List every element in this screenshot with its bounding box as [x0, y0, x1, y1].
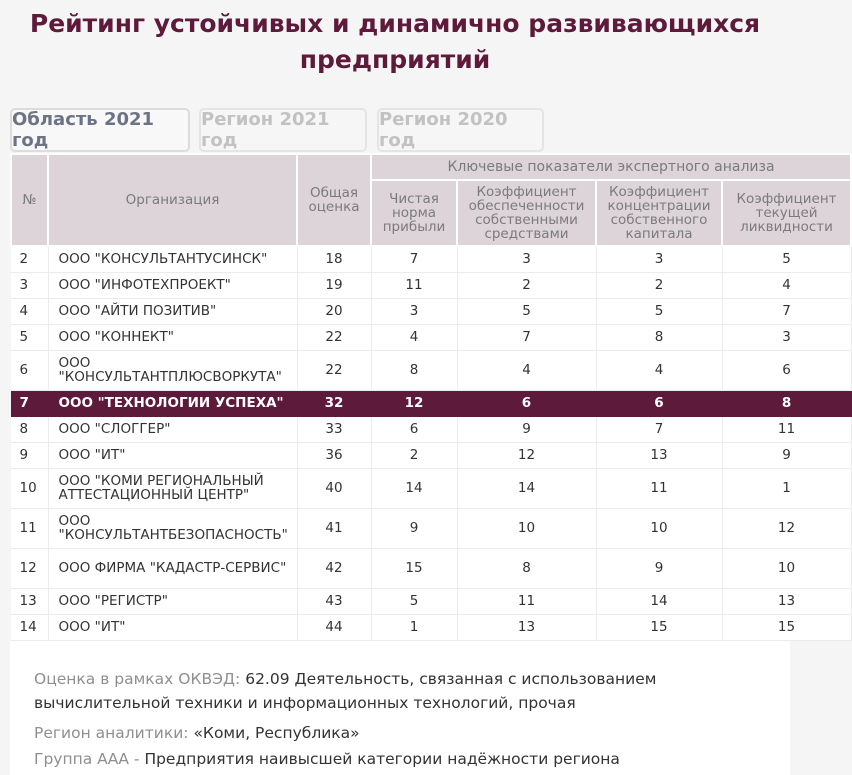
cell-rank: 8: [11, 416, 48, 442]
cell-organization: ООО "АЙТИ ПОЗИТИВ": [48, 298, 297, 324]
table-row: [11, 548, 851, 588]
cell-total-score: 22: [297, 350, 371, 390]
header-net-profit: Чистая норма прибыли: [371, 180, 457, 246]
cell-net-profit: 8: [371, 350, 457, 390]
cell-liquidity-ratio: 6: [722, 350, 851, 390]
cell-concentration-ratio: 2: [596, 272, 722, 298]
cell-total-score: 42: [297, 548, 371, 588]
header-concentration-ratio: Коэффициент концентрации собственного капитала: [596, 180, 722, 246]
cell-liquidity-ratio: 15: [722, 614, 851, 640]
cell-concentration-ratio: 11: [596, 468, 722, 508]
cell-equity-ratio: 13: [457, 614, 596, 640]
cell-net-profit: 7: [371, 246, 457, 272]
cell-organization: ООО "КОНСУЛЬТАНТБЕЗОПАСНОСТЬ": [48, 508, 297, 548]
cell-net-profit: 15: [371, 548, 457, 588]
cell-total-score: 18: [297, 246, 371, 272]
cell-equity-ratio: 2: [457, 272, 596, 298]
cell-equity-ratio: 7: [457, 324, 596, 350]
header-liquidity-ratio: Коэффициент текущей ликвидности: [722, 180, 851, 246]
group-line: [34, 747, 714, 771]
cell-total-score: 22: [297, 324, 371, 350]
cell-liquidity-ratio: 11: [722, 416, 851, 442]
cell-equity-ratio: 11: [457, 588, 596, 614]
cell-organization: ООО "СЛОГГЕР": [48, 416, 297, 442]
table-row: [11, 246, 851, 272]
cell-rank: 14: [11, 614, 48, 640]
cell-concentration-ratio: 8: [596, 324, 722, 350]
cell-net-profit: 14: [371, 468, 457, 508]
cell-equity-ratio: 4: [457, 350, 596, 390]
cell-organization: ООО "ИНФОТЕХПРОЕКТ": [48, 272, 297, 298]
cell-net-profit: 11: [371, 272, 457, 298]
region-line: [34, 721, 714, 745]
cell-organization: ООО "КОМИ РЕГИОНАЛЬНЫЙ АТТЕСТАЦИОННЫЙ ЦЕНТР": [48, 468, 297, 508]
cell-organization: ООО "КОНСУЛЬТАНТУСИНСК": [48, 246, 297, 272]
okved-line: [34, 667, 714, 715]
region-value: «Коми, Республика»: [193, 724, 360, 742]
header-num: №: [11, 154, 48, 246]
cell-equity-ratio: 10: [457, 508, 596, 548]
cell-organization: ООО "КОННЕКТ": [48, 324, 297, 350]
cell-organization: ООО "ИТ": [48, 614, 297, 640]
cell-net-profit: 6: [371, 416, 457, 442]
table-row: [11, 272, 851, 298]
cell-concentration-ratio: 10: [596, 508, 722, 548]
cell-liquidity-ratio: 3: [722, 324, 851, 350]
cell-concentration-ratio: 6: [596, 390, 722, 416]
cell-liquidity-ratio: 7: [722, 298, 851, 324]
table-row: [11, 588, 851, 614]
group-value: Предприятия наивысшей категории надёжности региона: [144, 750, 620, 768]
cell-net-profit: 3: [371, 298, 457, 324]
okved-label: Оценка в рамках ОКВЭД:: [34, 670, 241, 688]
tab-region-2020[interactable]: Регион 2020 год: [377, 108, 544, 152]
table-row-highlighted: [11, 390, 851, 416]
cell-total-score: 33: [297, 416, 371, 442]
header-equity-ratio: Коэффициент обеспеченности собственными средствами: [457, 180, 596, 246]
cell-rank: 4: [11, 298, 48, 324]
cell-concentration-ratio: 14: [596, 588, 722, 614]
cell-rank: 12: [11, 548, 48, 588]
cell-total-score: 19: [297, 272, 371, 298]
cell-liquidity-ratio: 13: [722, 588, 851, 614]
cell-liquidity-ratio: 10: [722, 548, 851, 588]
table-row: [11, 416, 851, 442]
rating-table-container[interactable]: [10, 153, 837, 641]
cell-total-score: 40: [297, 468, 371, 508]
cell-rank: 13: [11, 588, 48, 614]
cell-total-score: 41: [297, 508, 371, 548]
okved-value: 62.09 Деятельность, связанная с использованием вычислительной техники и информационных технологий, прочая: [34, 670, 657, 712]
header-total-score: Общая оценка: [297, 154, 371, 246]
cell-rank: 10: [11, 468, 48, 508]
cell-concentration-ratio: 9: [596, 548, 722, 588]
cell-net-profit: 2: [371, 442, 457, 468]
cell-rank: 2: [11, 246, 48, 272]
info-panel: [10, 641, 790, 775]
cell-rank: 6: [11, 350, 48, 390]
cell-net-profit: 5: [371, 588, 457, 614]
cell-total-score: 43: [297, 588, 371, 614]
header-key-indicators: Ключевые показатели экспертного анализа: [371, 154, 851, 180]
cell-organization: ООО "ТЕХНОЛОГИИ УСПЕХА": [48, 390, 297, 416]
region-label: Регион аналитики:: [34, 724, 189, 742]
page-title: Рейтинг устойчивых и динамично развивающихся предприятий: [29, 9, 761, 74]
cell-net-profit: 12: [371, 390, 457, 416]
cell-equity-ratio: 9: [457, 416, 596, 442]
cell-liquidity-ratio: 4: [722, 272, 851, 298]
cell-concentration-ratio: 4: [596, 350, 722, 390]
cell-liquidity-ratio: 5: [722, 246, 851, 272]
cell-rank: 5: [11, 324, 48, 350]
cell-rank: 9: [11, 442, 48, 468]
table-row: [11, 442, 851, 468]
tab-oblast-2021[interactable]: Область 2021 год: [10, 108, 190, 152]
cell-rank: 3: [11, 272, 48, 298]
cell-organization: ООО ФИРМА "КАДАСТР-СЕРВИС": [48, 548, 297, 588]
table-row: [11, 298, 851, 324]
cell-concentration-ratio: 13: [596, 442, 722, 468]
cell-liquidity-ratio: 8: [722, 390, 851, 416]
rating-table: [10, 153, 852, 641]
header-organization: Организация: [48, 154, 297, 246]
cell-net-profit: 1: [371, 614, 457, 640]
cell-organization: ООО "ИТ": [48, 442, 297, 468]
tab-region-2021[interactable]: Регион 2021 год: [199, 108, 367, 152]
cell-total-score: 36: [297, 442, 371, 468]
cell-concentration-ratio: 5: [596, 298, 722, 324]
group-label: Группа ААА -: [34, 750, 140, 768]
cell-equity-ratio: 6: [457, 390, 596, 416]
cell-concentration-ratio: 3: [596, 246, 722, 272]
table-row: [11, 468, 851, 508]
table-row: [11, 614, 851, 640]
cell-equity-ratio: 8: [457, 548, 596, 588]
cell-equity-ratio: 3: [457, 246, 596, 272]
cell-liquidity-ratio: 1: [722, 468, 851, 508]
cell-liquidity-ratio: 9: [722, 442, 851, 468]
cell-concentration-ratio: 7: [596, 416, 722, 442]
cell-equity-ratio: 12: [457, 442, 596, 468]
cell-organization: ООО "КОНСУЛЬТАНТПЛЮСВОРКУТА": [48, 350, 297, 390]
cell-net-profit: 9: [371, 508, 457, 548]
cell-liquidity-ratio: 12: [722, 508, 851, 548]
cell-total-score: 44: [297, 614, 371, 640]
cell-rank: 7: [11, 390, 48, 416]
cell-rank: 11: [11, 508, 48, 548]
cell-organization: ООО "РЕГИСТР": [48, 588, 297, 614]
cell-equity-ratio: 5: [457, 298, 596, 324]
cell-equity-ratio: 14: [457, 468, 596, 508]
cell-total-score: 20: [297, 298, 371, 324]
cell-total-score: 32: [297, 390, 371, 416]
table-row: [11, 324, 851, 350]
table-row: [11, 508, 851, 548]
cell-net-profit: 4: [371, 324, 457, 350]
table-row: [11, 350, 851, 390]
cell-concentration-ratio: 15: [596, 614, 722, 640]
